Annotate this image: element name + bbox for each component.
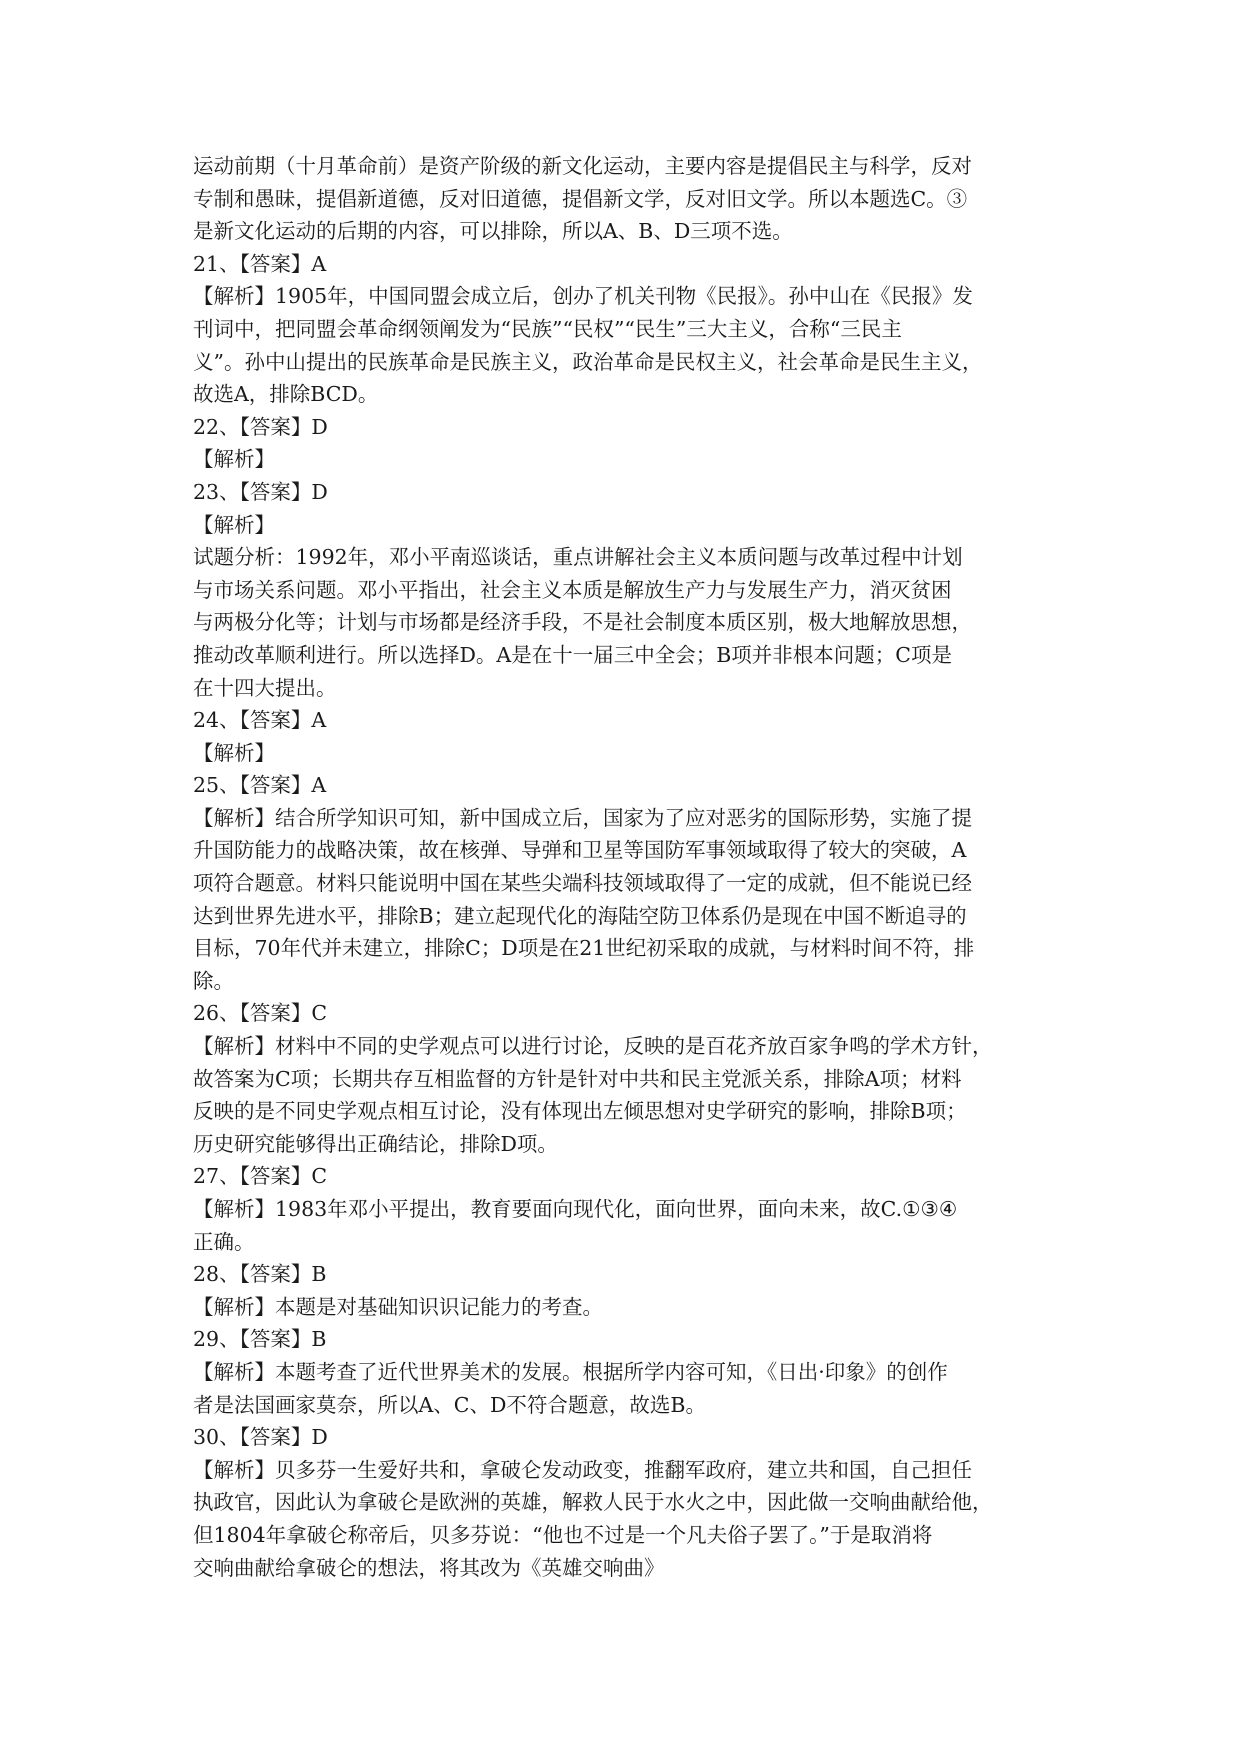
text-line: 【解析】 bbox=[193, 447, 275, 472]
text-line: 故选A，排除BCD。 bbox=[193, 382, 379, 407]
text-line: 推动改革顺利进行。所以选择D。A是在十一届三中全会；B项并非根本问题；C项是 bbox=[193, 642, 952, 667]
text-line: 22、【答案】D bbox=[193, 414, 328, 439]
text-line: 达到世界先进水平，排除B；建立起现代化的海陆空防卫体系仍是现在中国不断追寻的 bbox=[193, 903, 967, 928]
text-line: 【解析】 bbox=[193, 740, 275, 765]
text-line: 30、【答案】D bbox=[193, 1425, 328, 1450]
text-line: 历史研究能够得出正确结论，排除D项。 bbox=[193, 1131, 558, 1156]
text-line: 目标，70年代并未建立，排除C；D项是在21世纪初采取的成就，与材料时间不符，排 bbox=[193, 936, 975, 961]
text-line: 【解析】本题是对基础知识识记能力的考查。 bbox=[193, 1294, 603, 1319]
text-line: 除。 bbox=[193, 968, 234, 993]
text-line: 正确。 bbox=[193, 1229, 255, 1254]
text-line: 与市场关系问题。邓小平指出，社会主义本质是解放生产力与发展生产力，消灭贫困 bbox=[193, 577, 952, 602]
text-line: 24、【答案】A bbox=[193, 708, 327, 733]
text-line: 25、【答案】A bbox=[193, 773, 327, 798]
text-line: 29、【答案】B bbox=[193, 1327, 327, 1352]
text-line: 者是法国画家莫奈，所以A、C、D不符合题意，故选B。 bbox=[193, 1392, 706, 1417]
text-line: 交响曲献给拿破仑的想法，将其改为《英雄交响曲》 bbox=[193, 1555, 665, 1580]
text-line: 28、【答案】B bbox=[193, 1262, 327, 1287]
text-line: 升国防能力的战略决策，故在核弹、导弹和卫星等国防军事领域取得了较大的突破，A bbox=[193, 838, 967, 863]
text-line: 【解析】1905年，中国同盟会成立后，创办了机关刊物《民报》。孙中山在《民报》发 bbox=[193, 284, 973, 309]
text-line: 23、【答案】D bbox=[193, 479, 328, 504]
text-line: 与两极分化等；计划与市场都是经济手段，不是社会制度本质区别，极大地解放思想， bbox=[193, 610, 972, 635]
text-line: 27、【答案】C bbox=[193, 1164, 328, 1189]
text-line: 21、【答案】A bbox=[193, 251, 327, 276]
text-line: 执政官，因此认为拿破仑是欧洲的英雄，解救人民于水火之中，因此做一交响曲献给他， bbox=[193, 1490, 993, 1515]
text-line: 义”。孙中山提出的民族革命是民族主义，政治革命是民权主义，社会革命是民生主义， bbox=[193, 349, 983, 374]
text-line: 故答案为C项；长期共存互相监督的方针是针对中共和民主党派关系，排除A项；材料 bbox=[193, 1066, 962, 1091]
text-line: 【解析】结合所学知识可知，新中国成立后，国家为了应对恶劣的国际形势，实施了提 bbox=[193, 805, 972, 830]
text-line: 26、【答案】C bbox=[193, 1001, 328, 1026]
text-line: 【解析】 bbox=[193, 512, 275, 537]
text-line: 是新文化运动的后期的内容，可以排除，所以A、B、D三项不选。 bbox=[193, 219, 793, 244]
text-line: 试题分析：1992年，邓小平南巡谈话，重点讲解社会主义本质问题与改革过程中计划 bbox=[193, 545, 963, 570]
text-line: 在十四大提出。 bbox=[193, 675, 337, 700]
text-line: 但1804年拿破仑称帝后，贝多芬说：“他也不过是一个凡夫俗子罢了。”于是取消将 bbox=[193, 1522, 933, 1547]
text-line: 【解析】贝多芬一生爱好共和，拿破仑发动政变，推翻军政府，建立共和国，自己担任 bbox=[193, 1457, 972, 1482]
document-page bbox=[193, 150, 1073, 1584]
text-line: 刊词中，把同盟会革命纲领阐发为“民族”“民权”“民生”三大主义，合称“三民主 bbox=[193, 316, 902, 341]
text-line: 【解析】1983年邓小平提出，教育要面向现代化，面向世界，面向未来，故C.①③④ bbox=[193, 1197, 958, 1221]
text-line: 【解析】材料中不同的史学观点可以进行讨论，反映的是百花齐放百家争鸣的学术方针， bbox=[193, 1034, 993, 1059]
text-line: 运动前期（十月革命前）是资产阶级的新文化运动，主要内容是提倡民主与科学，反对 bbox=[193, 154, 972, 178]
text-line: 反映的是不同史学观点相互讨论，没有体现出左倾思想对史学研究的影响，排除B项； bbox=[193, 1099, 967, 1124]
text-line: 项符合题意。材料只能说明中国在某些尖端科技领域取得了一定的成就，但不能说已经 bbox=[193, 871, 972, 896]
text-line: 专制和愚昧，提倡新道德，反对旧道德，提倡新文学，反对旧文学。所以本题选C。③ bbox=[193, 186, 968, 211]
text-line: 【解析】本题考查了近代世界美术的发展。根据所学内容可知，《日出·印象》的创作 bbox=[193, 1359, 948, 1384]
